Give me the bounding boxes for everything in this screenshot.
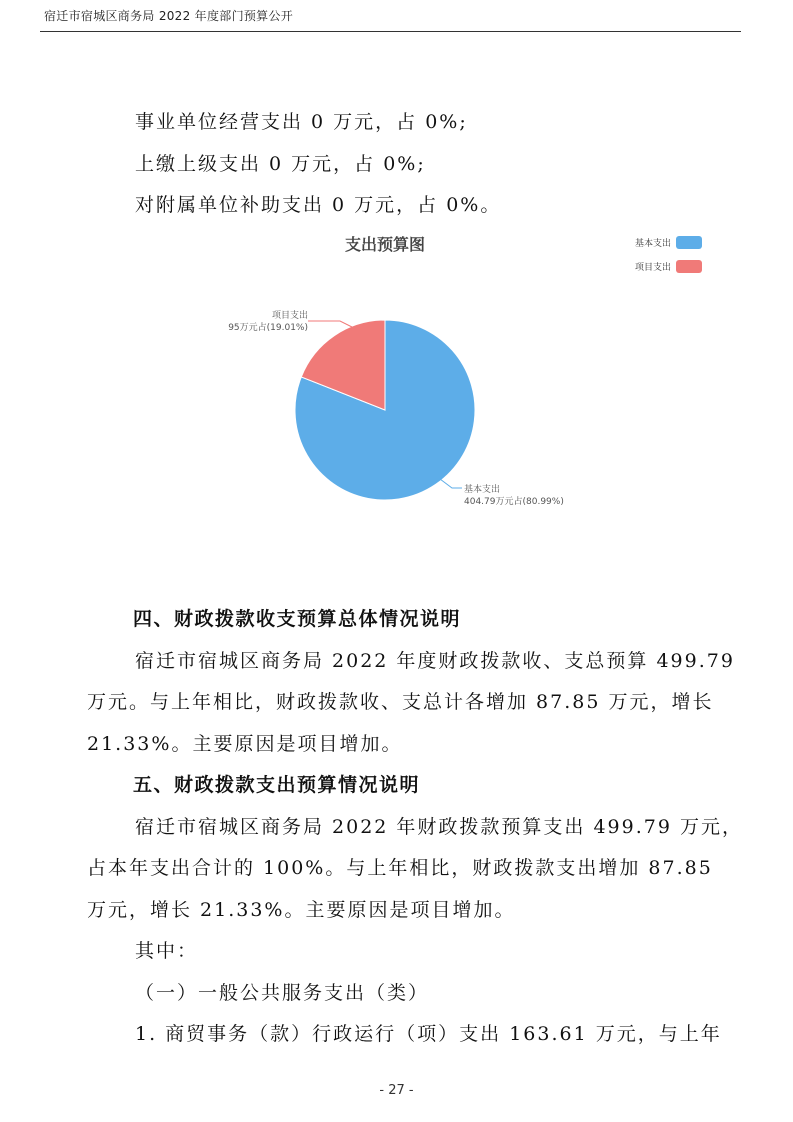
section-heading-4: 四、财政拨款收支预算总体情况说明 — [133, 608, 462, 630]
slice-label-basic-name: 基本支出 — [464, 485, 501, 495]
paragraph-line: 万元。与上年相比，财政拨款收、支总计各增加 87.85 万元，增长 — [87, 691, 714, 713]
legend-swatch-basic — [676, 236, 702, 249]
chart-legend — [635, 236, 702, 273]
legend-label-project: 项目支出 — [634, 263, 671, 273]
header-rule — [40, 31, 741, 32]
paragraph-line: 宿迁市宿城区商务局 2022 年财政拨款预算支出 499.79 万元， — [135, 816, 743, 838]
paragraph-line: 对附属单位补助支出 0 万元，占 0%。 — [135, 194, 502, 216]
legend-label-basic: 基本支出 — [634, 239, 671, 249]
paragraph-line: 宿迁市宿城区商务局 2022 年度财政拨款收、支总预算 499.79 — [135, 650, 735, 672]
paragraph-line: 其中： — [135, 940, 199, 962]
legend-swatch-project — [676, 260, 702, 273]
page-number: - 27 - — [379, 1083, 414, 1098]
slice-label-basic-value: 404.79万元占(80.99%) — [464, 497, 564, 507]
paragraph-line: 万元，增长 21.33%。主要原因是项目增加。 — [87, 899, 516, 921]
paragraph-line: 21.33%。主要原因是项目增加。 — [87, 733, 403, 755]
slice-label-project-name: 项目支出 — [271, 311, 308, 321]
paragraph-line: 上缴上级支出 0 万元，占 0%; — [135, 153, 426, 175]
expenditure-pie-chart — [0, 220, 793, 540]
slice-label-project-value: 95万元占(19.01%) — [228, 323, 308, 333]
paragraph-line: 占本年支出合计的 100%。与上年相比，财政拨款支出增加 87.85 — [87, 857, 713, 879]
chart-title: 支出预算图 — [344, 235, 426, 254]
paragraph-line: （一）一般公共服务支出（类） — [135, 982, 430, 1004]
paragraph-line: 1. 商贸事务（款）行政运行（项）支出 163.61 万元，与上年 — [135, 1023, 722, 1045]
page-header: 宿迁市宿城区商务局 2022 年度部门预算公开 — [44, 9, 294, 23]
section-heading-5: 五、财政拨款支出预算情况说明 — [133, 774, 421, 796]
label-leader-basic — [440, 479, 462, 488]
paragraph-line: 事业单位经营支出 0 万元，占 0%; — [135, 111, 468, 133]
